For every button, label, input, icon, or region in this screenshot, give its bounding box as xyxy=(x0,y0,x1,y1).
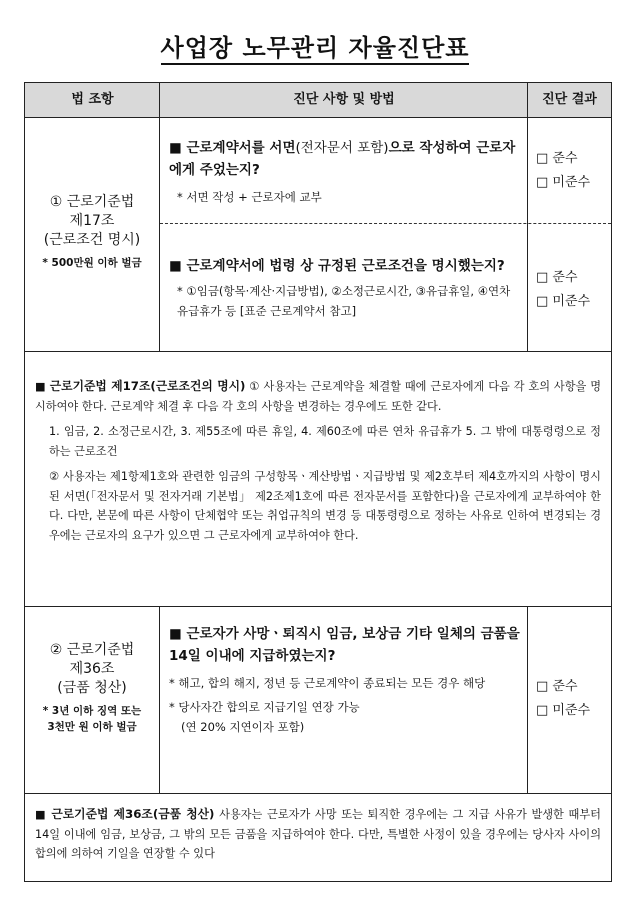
result-q2 xyxy=(536,266,611,314)
check-note: * 당사자간 합의로 지급기일 연장 가능 xyxy=(169,700,360,714)
law-number: ① 근로기준법 xyxy=(49,194,135,210)
self-diagnosis-table xyxy=(24,82,612,882)
header-law: 법 조항 xyxy=(71,92,114,107)
law-paragraph: 1. 임금, 2. 소정근로시간, 3. 제55조에 따른 휴일, 4. 제60조에 따른 연차 유급휴가 5. 그 밖에 대통령령으로 정하는 근로조건 xyxy=(49,425,601,458)
law-article-17 xyxy=(25,193,159,271)
result-noncomply-checkbox[interactable]: □ 미준수 xyxy=(536,703,591,718)
result-q3 xyxy=(536,675,611,723)
law-name: (근로조건 명시) xyxy=(43,232,141,248)
law-paragraph: ② 사용자는 제1항제1호와 관련한 임금의 구성항목ㆍ계산방법ㆍ지급방법 및 제2호부터 제4호까지의 사항이 명시된 서면(「전자문서 및 전자거래 기본법」 제2조제1호에 따른 전자문서를 포함한다)을 근로자에게 교부하여야 한다. 다만, 본문에 따른 사항이 단체협약 또는 취업규칙의 변경 등 대통령령으로 정하는 사유로 인하여 변경되는 경우에는 근로자의 요구가 있으면 그 근로자에게 교부하여야 한다. xyxy=(49,470,601,542)
header-result: 진단 결과 xyxy=(542,92,597,107)
law-article: 제17조 xyxy=(69,213,115,229)
law-text-article-36 xyxy=(35,805,601,864)
result-comply-checkbox[interactable]: □ 준수 xyxy=(536,270,578,285)
law-heading: 근로기준법 제36조(금품 청산) xyxy=(51,807,215,821)
result-comply-checkbox[interactable]: □ 준수 xyxy=(536,151,578,166)
check-note: * ①임금(항목·계산·지급방법), ②소정근로시간, ③유급휴일, ④연차유급휴가 등 [표준 근로계약서 참고] xyxy=(177,284,511,318)
result-q1 xyxy=(536,147,611,195)
bullet-icon: ■ xyxy=(35,808,47,821)
check-note: (연 20% 지연이자 포함) xyxy=(181,720,305,734)
penalty: * 3년 이하 징역 또는 3천만 원 이하 벌금 xyxy=(42,705,142,733)
result-noncomply-checkbox[interactable]: □ 미준수 xyxy=(536,294,591,309)
law-text-article-17 xyxy=(35,377,601,551)
law-paragraph: 사용자는 근로자가 사망 또는 퇴직한 경우에는 그 지급 사유가 발생한 때부터 14일 이내에 임금, 보상금, 그 밖의 모든 금품을 지급하여야 한다. 다만, 특별한 사정이 있을 경우에는 당사자 사이의 합의에 의하여 기일을 연장할 수 있다 xyxy=(35,808,601,860)
bullet-icon: ■ xyxy=(35,380,46,393)
penalty: * 500만원 이하 벌금 xyxy=(42,257,142,269)
bullet-icon: ■ xyxy=(169,140,182,156)
check-item-settlement: ■ 근로자가 사망ㆍ퇴직시 임금, 보상금 기타 일체의 금품을 14일 이내에 지급하였는지? * 해고, 합의 해지, 정년 등 근로계약이 종료되는 모든 경우 해당 * 당사자간 합의로 지급기일 연장 가능 (연 20% 지연이자 포함) xyxy=(169,623,521,737)
header-check: 진단 사항 및 방법 xyxy=(293,92,395,107)
law-article-36 xyxy=(25,641,159,735)
law-name: (금품 청산) xyxy=(57,680,127,696)
law-article: 제36조 xyxy=(69,661,115,677)
check-item-written-contract: ■ 근로계약서를 서면(전자문서 포함)으로 작성하여 근로자에게 주었는지? * 서면 작성 + 근로자에 교부 xyxy=(169,137,521,207)
result-comply-checkbox[interactable]: □ 준수 xyxy=(536,679,578,694)
check-item-conditions: ■ 근로계약서에 법령 상 규정된 근로조건을 명시했는지? * ①임금(항목·계산·지급방법), ②소정근로시간, ③유급휴일, ④연차유급휴가 등 [표준 근로계약서 참고] xyxy=(169,255,521,321)
law-number: ② 근로기준법 xyxy=(49,642,135,658)
table-header xyxy=(25,83,611,118)
check-note: * 서면 작성 + 근로자에 교부 xyxy=(177,190,322,204)
law-heading: 근로기준법 제17조(근로조건의 명시) xyxy=(49,379,246,393)
law-paragraph: ① 사용자는 근로계약을 체결할 때에 근로자에게 다음 각 호의 사항을 명시하여야 한다. 근로계약 체결 후 다음 각 호의 사항을 변경하는 경우에도 또한 같다. xyxy=(35,380,601,413)
page-title: 사업장 노무관리 자율진단표 xyxy=(0,28,630,63)
result-noncomply-checkbox[interactable]: □ 미준수 xyxy=(536,175,591,190)
check-note: * 해고, 합의 해지, 정년 등 근로계약이 종료되는 모든 경우 해당 xyxy=(169,676,486,690)
bullet-icon: ■ xyxy=(169,626,182,642)
bullet-icon: ■ xyxy=(169,258,182,274)
